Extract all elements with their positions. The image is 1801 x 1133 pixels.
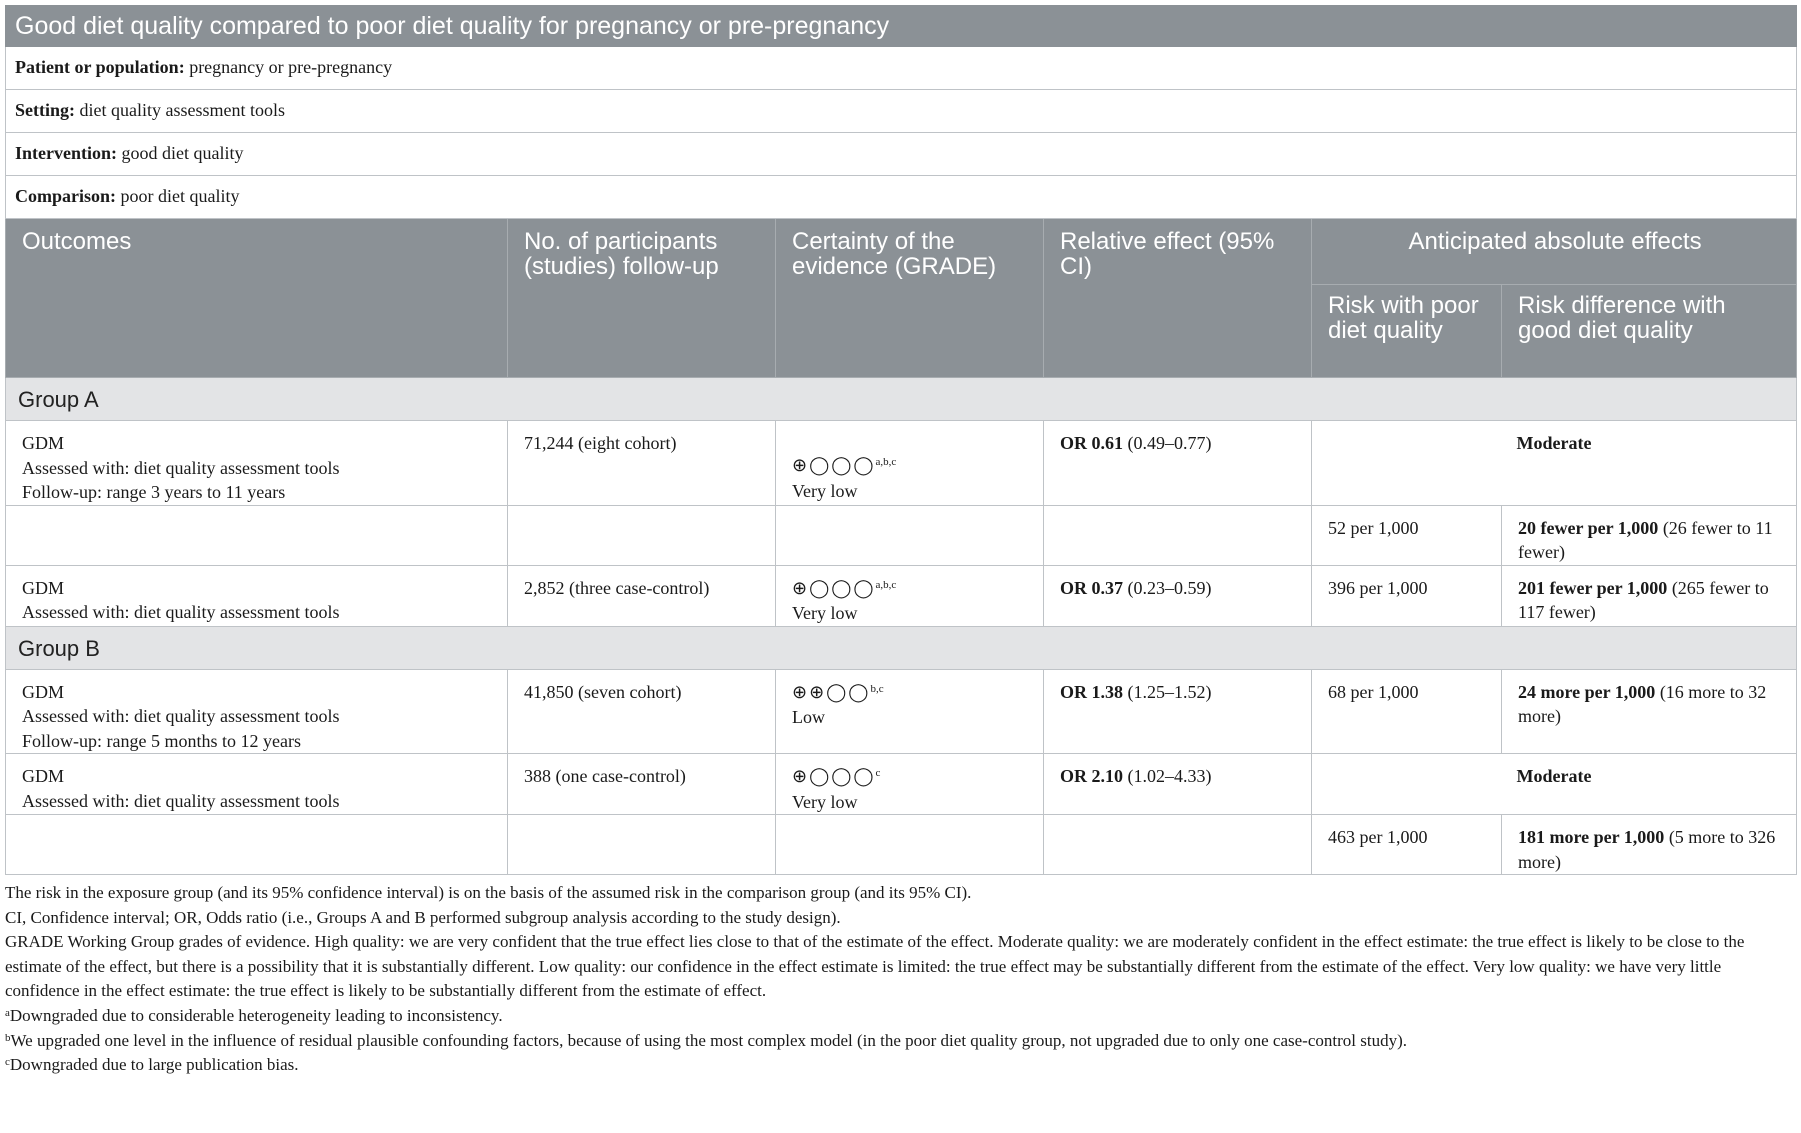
outcome-cell: GDM Assessed with: diet quality assessment tools	[6, 754, 508, 815]
participants-cell: 2,852 (three case-control)	[508, 565, 776, 626]
risk-poor-cell: 52 per 1,000	[1312, 505, 1502, 565]
participants-cell: 71,244 (eight cohort)	[508, 421, 776, 506]
risk-poor-cell: 68 per 1,000	[1312, 669, 1502, 754]
certainty-rating-icon: ⊕◯◯◯	[792, 577, 876, 599]
header-anticipated: Anticipated absolute effects	[1312, 219, 1797, 285]
risk-poor-cell: 463 per 1,000	[1312, 815, 1502, 875]
header-participants: No. of participants (studies) follow-up	[508, 219, 776, 378]
relative-effect-cell: OR 2.10 (1.02–4.33)	[1044, 754, 1312, 815]
relative-effect-cell: OR 0.61 (0.49–0.77)	[1044, 421, 1312, 506]
risk-difference-cell: 181 more per 1,000 (5 more to 326 more)	[1502, 815, 1797, 875]
footnote-a: $^a$Downgraded due to considerable heterogeneity leading to inconsistency.	[5, 1005, 503, 1025]
table-notes	[5, 881, 1796, 1078]
certainty-rating-icon: ⊕⊕◯◯	[792, 681, 871, 703]
table-row	[6, 669, 1797, 754]
table-row	[6, 815, 1797, 875]
relative-effect-cell: OR 1.38 (1.25–1.52)	[1044, 669, 1312, 754]
certainty-cell: ⊕◯◯◯$^{a,b,c}$ Very low	[776, 421, 1044, 506]
note-grade: GRADE Working Group grades of evidence. High quality: we are very confident that the true effect lies close to that of the estimate of the effect. Moderate quality: we are moderately confident in the effect estimate: the true effect is likely to be close to the estimate of the effect, but there is a possibility that it is substantially different. Low quality: our confidence in the effect estimate is limited: the true effect may be substantially different from the estimate of the effect. Very low quality: we have very little confidence in the effect estimate: the true effect is likely to be substantially different from the estimate of effect.	[5, 932, 1745, 1001]
header-risk-poor: Risk with poor diet quality	[1312, 285, 1502, 378]
certainty-rating-icon: ⊕◯◯◯	[792, 455, 876, 476]
summary-of-findings	[5, 5, 1796, 1078]
footnote-c: $^c$Downgraded due to large publication bias.	[5, 1055, 299, 1075]
group-a-label: Group A	[6, 378, 1797, 421]
relative-effect-cell: OR 0.37 (0.23–0.59)	[1044, 565, 1312, 626]
risk-poor-cell: 396 per 1,000	[1312, 565, 1502, 626]
header-risk-difference: Risk difference with good diet quality	[1502, 285, 1797, 378]
certainty-cell: ⊕◯◯◯$^{a,b,c}$ Very low	[776, 565, 1044, 626]
header-relative-effect: Relative effect (95% CI)	[1044, 219, 1312, 378]
anticipated-cell: Moderate	[1312, 754, 1797, 815]
participants-cell: 41,850 (seven cohort)	[508, 669, 776, 754]
group-b-label: Group B	[6, 626, 1797, 669]
anticipated-cell: Moderate	[1312, 421, 1797, 506]
table-row	[6, 565, 1797, 626]
outcome-cell: GDM Assessed with: diet quality assessment tools Follow-up: range 3 years to 11 years	[6, 421, 508, 506]
meta-setting: Setting: diet quality assessment tools	[6, 90, 1797, 133]
meta-population: Patient or population: pregnancy or pre-pregnancy	[6, 47, 1797, 90]
footnote-b: $^b$We upgraded one level in the influence of residual plausible confounding factors, because of using the most complex model (in the poor diet quality group, not upgraded due to only one case-control study).	[5, 1030, 1407, 1050]
certainty-cell: ⊕⊕◯◯$^{b,c}$ Low	[776, 669, 1044, 754]
meta-comparison: Comparison: poor diet quality	[6, 176, 1797, 219]
header-certainty: Certainty of the evidence (GRADE)	[776, 219, 1044, 378]
table-row	[6, 421, 1797, 506]
risk-difference-cell: 20 fewer per 1,000 (26 fewer to 11 fewer)	[1502, 505, 1797, 565]
table-title: Good diet quality compared to poor diet quality for pregnancy or pre-pregnancy	[6, 6, 1797, 47]
meta-intervention: Intervention: good diet quality	[6, 133, 1797, 176]
risk-difference-cell: 24 more per 1,000 (16 more to 32 more)	[1502, 669, 1797, 754]
table-row	[6, 754, 1797, 815]
certainty-rating-icon: ⊕◯◯◯	[792, 766, 876, 787]
outcome-cell: GDM Assessed with: diet quality assessment tools Follow-up: range 5 months to 12 years	[6, 669, 508, 754]
risk-difference-cell: 201 fewer per 1,000 (265 fewer to 117 fewer)	[1502, 565, 1797, 626]
outcome-cell: GDM Assessed with: diet quality assessment tools	[6, 565, 508, 626]
certainty-cell: ⊕◯◯◯$^c$ Very low	[776, 754, 1044, 815]
table-row	[6, 505, 1797, 565]
findings-table	[5, 5, 1797, 875]
participants-cell: 388 (one case-control)	[508, 754, 776, 815]
note-abbreviations: CI, Confidence interval; OR, Odds ratio (i.e., Groups A and B performed subgroup analysis according to the study design).	[5, 907, 841, 927]
header-outcomes: Outcomes	[6, 219, 508, 378]
note-risk: The risk in the exposure group (and its 95% confidence interval) is on the basis of the assumed risk in the comparison group (and its 95% CI).	[5, 883, 972, 902]
